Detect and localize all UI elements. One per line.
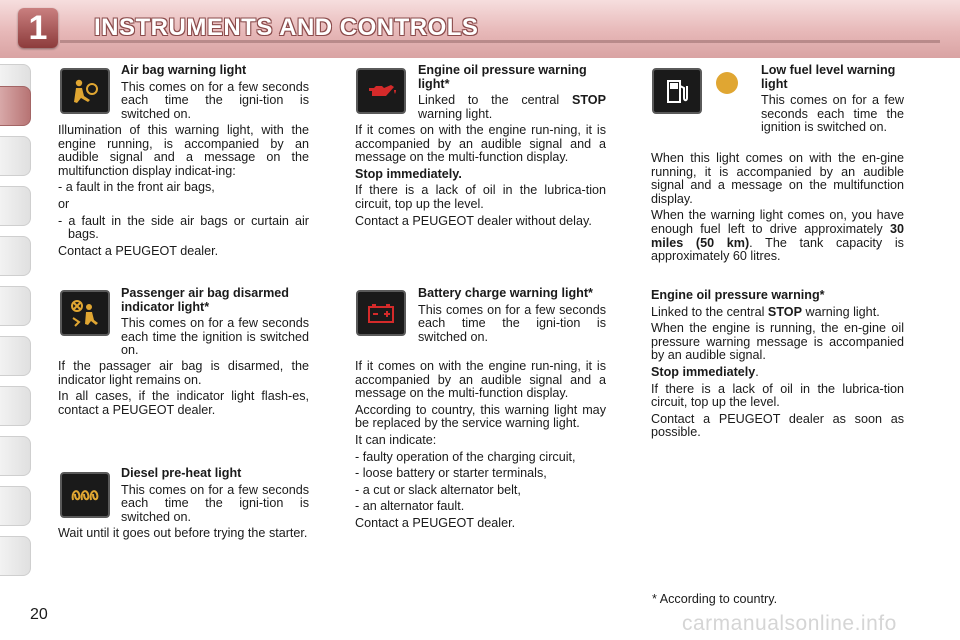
battery-intro: This comes on for a few seconds each time the igni-tion is switched on. xyxy=(418,302,606,344)
page-header xyxy=(0,0,960,58)
battery-body xyxy=(355,360,606,534)
passenger-airbag-title: Passenger air bag disarmed indicator light* xyxy=(121,286,289,314)
fuel-intro: This comes on for a few seconds each time the ignition is switched on. xyxy=(761,93,904,135)
oil-light-heading-block xyxy=(418,64,606,124)
oil-light-intro-c: warning light. xyxy=(418,106,493,121)
oil-warning-p1-a: Linked to the central xyxy=(651,304,768,319)
diesel-heading-block xyxy=(121,467,309,527)
fuel-p2-a: When the warning light comes on, you have enough fuel left to drive approximately xyxy=(651,208,904,236)
fuel-p2-c: . The tank capacity is approximately 60 litres. xyxy=(651,235,904,264)
side-tab[interactable] xyxy=(0,186,31,226)
side-tab[interactable] xyxy=(0,436,31,476)
oil-light-title: Engine oil pressure warning light* xyxy=(418,63,587,91)
fuel-p1: When this light comes on with the en-gine running, it is accompanied by an audible signal and a message on the multifunction display. xyxy=(651,151,904,206)
fuel-title: Low fuel level warning light xyxy=(761,63,896,91)
oil-warning-stop xyxy=(651,366,904,380)
oil-light-p2: If there is a lack of oil in the lubrica-tion circuit, top up the level. xyxy=(355,183,606,211)
oil-warning-p3: If there is a lack of oil in the lubrica-tion circuit, top up the level. xyxy=(651,381,904,410)
side-tab[interactable] xyxy=(0,336,31,376)
airbag-heading-block xyxy=(121,64,309,124)
side-tab[interactable] xyxy=(0,386,31,426)
chapter-side-tabs xyxy=(0,64,32,574)
battery-p2: According to country, this warning light may be replaced by the service warning light. xyxy=(355,402,606,431)
airbag-item-front: - a fault in the front air bags, xyxy=(58,180,215,195)
battery-item: - loose battery or starter terminals, xyxy=(355,466,547,481)
battery-heading-block xyxy=(418,287,606,347)
battery-icon xyxy=(356,290,406,336)
fuel-p2 xyxy=(651,209,904,263)
diesel-title: Diesel pre-heat light xyxy=(121,466,242,480)
oil-warning-stop-text: Stop immediately xyxy=(651,364,756,379)
airbag-body xyxy=(58,124,309,261)
airbag-body-text: Illumination of this warning light, with the engine running, is accompanied by an audible signal and a message on the multifunction display indicat-ing: xyxy=(58,123,309,178)
fuel-heading-block xyxy=(761,64,904,138)
passenger-airbag-p1: If the passager air bag is disarmed, the indicator light remains on. xyxy=(58,359,309,387)
side-tab[interactable] xyxy=(0,136,31,176)
fuel-range: 30 miles (50 km) xyxy=(651,221,904,250)
side-tab[interactable] xyxy=(0,486,31,526)
airbag-intro: This comes on for a few seconds each time the igni-tion is switched on. xyxy=(121,79,309,121)
oil-warning-p2: When the engine is running, the en-gine oil pressure warning message is accompanied by an audible signal. xyxy=(651,321,904,363)
page-title: INSTRUMENTS AND CONTROLS xyxy=(94,14,479,41)
side-tab[interactable] xyxy=(0,236,31,276)
passenger-airbag-body xyxy=(58,360,309,420)
passenger-airbag-disarmed-icon xyxy=(60,290,110,336)
oil-light-intro xyxy=(418,94,606,121)
diesel-body xyxy=(58,527,309,544)
oil-light-p3: Contact a PEUGEOT dealer without delay. xyxy=(355,213,592,228)
side-tab[interactable] xyxy=(0,536,31,576)
oil-warning-title: Engine oil pressure warning* xyxy=(651,288,825,302)
footnote: * According to country. xyxy=(652,592,778,606)
airbag-item-side: - a fault in the side air bags or curtain air bags. xyxy=(58,213,309,242)
battery-p1: If it comes on with the engine run-ning, it is accompanied by an audible signal and a message on the multi-function display. xyxy=(355,359,606,401)
side-tab-active[interactable] xyxy=(0,86,31,126)
side-tab[interactable] xyxy=(0,286,31,326)
passenger-airbag-p2: In all cases, if the indicator light flash-es, contact a PEUGEOT dealer. xyxy=(58,389,309,417)
diesel-preheat-icon xyxy=(60,472,110,518)
battery-item: - a cut or slack alternator belt, xyxy=(355,482,521,497)
oil-warning-stop-label: STOP xyxy=(767,304,802,319)
oil-can-icon xyxy=(356,68,406,114)
oil-warning-p1 xyxy=(651,306,904,320)
chapter-number-badge: 1 xyxy=(18,8,58,48)
diesel-p1: Wait until it goes out before trying the starter. xyxy=(58,526,308,540)
battery-title: Battery charge warning light* xyxy=(418,286,593,300)
page-number: 20 xyxy=(30,606,48,623)
oil-light-body xyxy=(355,124,606,231)
passenger-airbag-intro: This comes on for a few seconds each time the ignition is switched on. xyxy=(121,316,309,358)
watermark: carmanualsonline.info xyxy=(682,612,897,635)
oil-warning-section xyxy=(651,289,904,443)
oil-warning-stop-dot: . xyxy=(755,364,759,379)
oil-light-intro-stop: STOP xyxy=(571,93,606,108)
fuel-pump-icon xyxy=(652,68,702,114)
fuel-body xyxy=(651,152,904,267)
battery-p3: It can indicate: xyxy=(355,432,437,447)
amber-indicator-dot xyxy=(716,72,738,94)
battery-item: - an alternator fault. xyxy=(355,499,465,514)
airbag-warning-icon xyxy=(60,68,110,114)
diesel-intro: This comes on for a few seconds each time the igni-tion is switched on. xyxy=(121,482,309,524)
oil-warning-p1-c: warning light. xyxy=(801,304,880,319)
airbag-title: Air bag warning light xyxy=(121,63,247,77)
airbag-contact: Contact a PEUGEOT dealer. xyxy=(58,243,219,258)
oil-warning-p4: Contact a PEUGEOT dealer as soon as possible. xyxy=(651,411,904,440)
airbag-or: or xyxy=(58,196,70,211)
oil-light-stop: Stop immediately. xyxy=(355,166,462,181)
passenger-airbag-heading-block xyxy=(121,287,309,361)
battery-contact: Contact a PEUGEOT dealer. xyxy=(355,515,516,530)
oil-light-p1: If it comes on with the engine run-ning, it is accompanied by an audible signal and a message on the multi-function display. xyxy=(355,123,606,165)
battery-item: - faulty operation of the charging circuit, xyxy=(355,449,576,464)
oil-light-intro-a: Linked to the central xyxy=(418,93,572,108)
